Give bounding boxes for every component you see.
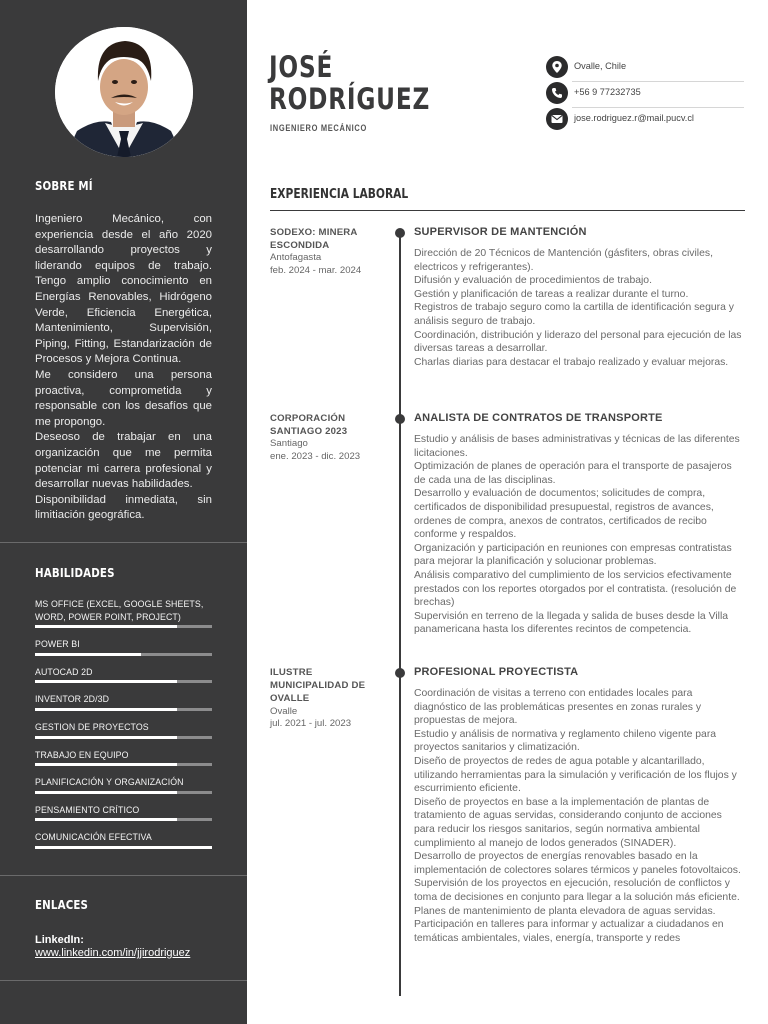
sidebar-divider <box>0 875 247 876</box>
phone-text: +56 9 77232735 <box>574 87 641 97</box>
job-dates: feb. 2024 - mar. 2024 <box>270 264 362 276</box>
skill-item <box>35 693 212 711</box>
skill-bar <box>35 763 212 766</box>
job-duty: Diseño de proyectos en base a la implementación de plantas de tratamiento de aguas servidas, considerando conjunto de acciones para reducir los riesgos sanitarios, según normativa ambiental cumplimiento al manejo de lodos generados (SINADER). <box>414 796 722 849</box>
profile-photo <box>55 27 193 157</box>
skill-bar <box>35 846 212 849</box>
about-paragraph: Me considero una persona proactiva, comprometida y responsable con los desafíos que me propongo. <box>35 368 212 428</box>
skill-item <box>35 638 212 656</box>
contact-email <box>546 107 744 133</box>
about-paragraph: Ingeniero Mecánico, con experiencia desde el año 2020 desarrollando proyectos y liderando equipos de trabajo. Tengo amplio conocimiento en Energías Renovables, Hidrógeno Verde, Eficiencia Energética, Mantenimiento, Supervisión, Piping, Fitting, Estandarización de Procesos y Mejora Continua. <box>35 213 212 366</box>
person-name <box>269 51 430 115</box>
job-dates: jul. 2021 - jul. 2023 <box>270 718 352 730</box>
skill-bar <box>35 653 212 656</box>
contact-phone <box>546 81 744 107</box>
skill-bar <box>35 791 212 794</box>
skill-name: TRABAJO EN EQUIPO <box>35 749 129 760</box>
linkedin-link[interactable]: www.linkedin.com/in/jjirodriguez <box>35 947 191 959</box>
job-duty: Coordinación de visitas a terreno con entidades locales para diagnóstico de las problemáticas presentes en zonas rurales y propuestas de mejora. <box>414 688 702 727</box>
job-duty: Organización y participación en reuniones con empresas contratistas para mejorar la planificación y solucionar problemas. <box>414 542 732 568</box>
job-duty: Dirección de 20 Técnicos de Mantención (gásfiters, obras civiles, electricos y refrigerantes). <box>414 248 713 273</box>
email-text[interactable]: jose.rodriguez.r@mail.pucv.cl <box>574 113 694 123</box>
job-details <box>414 225 744 369</box>
job-meta <box>270 226 388 277</box>
skill-bar <box>35 708 212 711</box>
job-meta <box>270 666 388 731</box>
linkedin-label: LinkedIn: <box>35 934 84 946</box>
job-duty: Planes de mantenimiento de planta elevadora de aguas servidas. <box>414 905 716 917</box>
skill-bar <box>35 736 212 739</box>
job-place: Antofagasta <box>270 252 322 264</box>
skill-level <box>35 653 141 656</box>
sidebar-divider <box>0 542 247 543</box>
job-duty: Análisis comparativo del cumplimiento de los servicios efectivamente prestados con los reportes otorgados por el contratista. (resolución de brechas) <box>414 569 737 609</box>
timeline-dot <box>395 668 405 678</box>
skill-item <box>35 749 212 767</box>
skill-level <box>35 708 177 711</box>
timeline-line <box>399 232 401 996</box>
skill-item <box>35 804 212 822</box>
skill-level <box>35 680 177 683</box>
first-name: JOSÉ <box>269 50 334 84</box>
skill-name: PLANIFICACIÓN Y ORGANIZACIÓN <box>35 777 184 788</box>
job-title: PROFESIONAL PROYECTISTA <box>414 666 579 678</box>
job-duty: Participación en talleres para informar y actualizar a ciudadanos en temáticas ambientales, viales, energía, transporte y redes <box>414 919 724 944</box>
skill-name: PENSAMIENTO CRÍTICO <box>35 804 140 815</box>
skill-level <box>35 736 177 739</box>
job-duty: Gestión y planificación de tareas a realizar durante el turno. <box>414 288 689 300</box>
about-paragraph: Disponibilidad inmediata, sin limitiación geográfica. <box>35 493 212 522</box>
skill-bar <box>35 625 212 628</box>
skill-item <box>35 598 212 628</box>
job-title: SUPERVISOR DE MANTENCIÓN <box>414 226 587 238</box>
skill-bar <box>35 818 212 821</box>
skills-heading: HABILIDADES <box>35 565 115 580</box>
skill-name: COMUNICACIÓN EFECTIVA <box>35 832 152 843</box>
skill-item <box>35 831 212 849</box>
skill-name: POWER BI <box>35 639 80 650</box>
skill-level <box>35 846 212 849</box>
location-text: Ovalle, Chile <box>574 61 627 71</box>
job-duty: Difusión y evaluación de procedimientos de trabajo. <box>414 275 652 287</box>
sidebar <box>0 0 247 1024</box>
job-duty: Registros de trabajo seguro como la cartilla de identificación segura y análisis seguro de trabajo. <box>414 302 734 327</box>
skill-bar <box>35 680 212 683</box>
skills-list <box>35 598 212 849</box>
skill-name: GESTION DE PROYECTOS <box>35 721 149 732</box>
job-duty: Estudio y análisis de normativa y reglamento chileno vigente para proyectos sanitarios y climatización. <box>414 728 717 754</box>
skill-item <box>35 721 212 739</box>
skill-level <box>35 625 177 628</box>
job-duty: Coordinación, distribución y liderazo del personal para ejecución de las diversas tareas a desarrollar. <box>414 329 742 355</box>
job-title: ANALISTA DE CONTRATOS DE TRANSPORTE <box>414 412 663 424</box>
sidebar-divider <box>0 980 247 981</box>
links-heading: ENLACES <box>35 897 89 912</box>
job-company: ILUSTRE MUNICIPALIDAD DE OVALLE <box>270 667 366 705</box>
job-duty: Diseño de proyectos de redes de agua potable y alcantarillado, utilizando herramientas para la simulación y verificación de los flujos y escurrimiento eficiente. <box>414 755 737 795</box>
timeline-dot <box>395 414 405 424</box>
skill-name: INVENTOR 2D/3D <box>35 694 110 705</box>
job-company: SODEXO: MINERA ESCONDIDA <box>270 227 358 252</box>
mail-icon <box>546 108 568 130</box>
job-duty: Charlas diarias para destacar el trabajo realizado y evaluar mejoras. <box>414 356 729 368</box>
skill-name: MS OFFICE (EXCEL, GOOGLE SHEETS, WORD, POWER POINT, PROJECT) <box>35 599 204 622</box>
skill-level <box>35 763 177 766</box>
job-role: INGENIERO MECÁNICO <box>270 123 367 133</box>
job-meta <box>270 412 388 463</box>
avatar <box>55 27 193 157</box>
section-divider <box>270 210 745 211</box>
job-company: CORPORACIÓN SANTIAGO 2023 <box>270 413 348 438</box>
skill-level <box>35 818 177 821</box>
skill-level <box>35 791 177 794</box>
job-duty: Estudio y análisis de bases administrativas y técnicas de las diferentes licitaciones. <box>414 434 740 459</box>
job-duty: Desarrollo y evaluación de documentos; solicitudes de compra, certificados de disponibilidad presupuestal, registros de avances, ordenes de compra, anexos de contratos, certificados de recibo conforme y respaldos. <box>414 488 714 541</box>
job-place: Ovalle <box>270 705 298 717</box>
skill-name: AUTOCAD 2D <box>35 666 93 677</box>
job-duty: Desarrollo de proyectos de energías renovables basado en la implementación de colectores solares térmicos y paneles fotovoltaicos. <box>414 851 741 876</box>
last-name: RODRÍGUEZ <box>269 82 431 116</box>
contact-location <box>546 55 744 81</box>
job-duty: Optimización de planes de operación para el transporte de pasajeros de cada una de las disciplinas. <box>414 461 732 486</box>
job-dates: ene. 2023 - dic. 2023 <box>270 450 361 462</box>
timeline-dot <box>395 228 405 238</box>
location-pin-icon <box>546 56 568 78</box>
about-heading: SOBRE MÍ <box>35 178 93 193</box>
skill-item <box>35 666 212 684</box>
job-details <box>414 665 744 945</box>
about-text <box>35 212 212 524</box>
job-place: Santiago <box>270 438 308 450</box>
experience-heading: EXPERIENCIA LABORAL <box>270 187 409 202</box>
job-duty: Supervisión en terreno de la llegada y salida de buses desde la Villa panamericana hasta los diferentes recintos de competencia. <box>414 610 729 636</box>
skill-item <box>35 776 212 794</box>
job-duty: Supervisión de los proyectos en ejecución, resolución de conflictos y toma de decisiones en conjunto para llegar a la solución más eficiente. <box>414 878 740 903</box>
job-details <box>414 411 744 637</box>
about-paragraph: Deseoso de trabajar en una organización que me permita potenciar mi carrera profesional y desarrollar nuevas habilidades. <box>35 431 212 491</box>
phone-icon <box>546 82 568 104</box>
